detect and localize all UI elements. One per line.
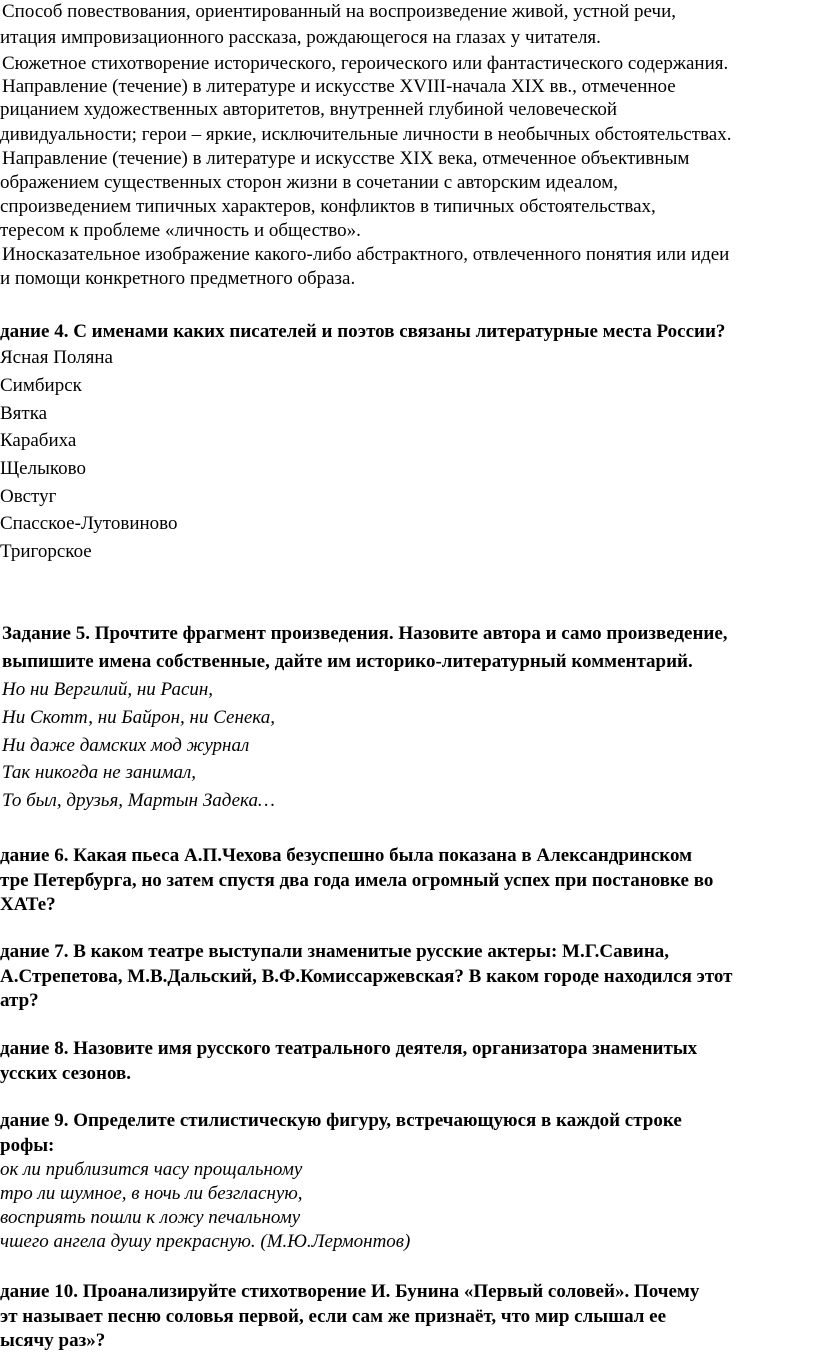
task4-place-3: Вятка: [0, 403, 48, 424]
task4-place-5: Щелыково: [0, 458, 86, 479]
task9-heading-line-2: рофы:: [0, 1135, 55, 1156]
task4-place-6: Овстуг: [0, 486, 57, 507]
task7-line-2: А.Стрепетова, М.В.Дальский, В.Ф.Комиссаржевская? В каком городе находился этот: [0, 966, 733, 987]
task4-place-8: Тригорское: [0, 541, 92, 562]
task4-heading: дание 4. С именами каких писателей и поэтов связаны литературные места России?: [0, 321, 726, 342]
definition-5-line-2: и помощи конкретного предметного образа.: [0, 268, 356, 289]
task4-place-1: Ясная Поляна: [0, 347, 113, 368]
task8-line-2: усских сезонов.: [0, 1063, 132, 1084]
definition-4-line-1: Направление (течение) в литературе и искусстве XIX века, отмеченное объективным: [2, 148, 690, 169]
task9-verse-line-3: восприять пошли к ложу печальному: [0, 1207, 301, 1228]
task5-heading-line-2: выпишите имена собственные, дайте им историко-литературный комментарий.: [2, 651, 693, 672]
task4-place-2: Симбирск: [0, 375, 82, 396]
task8-line-1: дание 8. Назовите имя русского театрального деятеля, организатора знаменитых: [0, 1038, 698, 1059]
definition-2-line-1: Сюжетное стихотворение исторического, героического или фантастического содержания.: [2, 53, 729, 74]
definition-4-line-2: ображением существенных сторон жизни в сочетании с авторским идеалом,: [0, 172, 618, 193]
task5-heading-line-1: Задание 5. Прочтите фрагмент произведения. Назовите автора и само произведение,: [2, 623, 728, 644]
task5-verse-line-3: Ни даже дамских мод журнал: [2, 735, 250, 756]
task7-line-3: атр?: [0, 990, 39, 1011]
definition-4-line-4: тересом к проблеме «личность и общество».: [0, 220, 361, 241]
task10-line-3: ысячу раз»?: [0, 1330, 106, 1351]
task6-line-1: дание 6. Какая пьеса А.П.Чехова безуспешно была показана в Александринском: [0, 845, 693, 866]
definition-1-line-1: Способ повествования, ориентированный на воспроизведение живой, устной речи,: [2, 1, 676, 22]
task9-verse-line-1: ок ли приблизится часу прощальному: [0, 1159, 303, 1180]
task5-verse-line-2: Ни Скотт, ни Байрон, ни Сенека,: [2, 707, 275, 728]
task10-line-1: дание 10. Проанализируйте стихотворение И. Бунина «Первый соловей». Почему: [0, 1281, 700, 1302]
definition-3-line-3: дивидуальности; герои – яркие, исключительные личности в необычных обстоятельствах.: [0, 124, 732, 145]
task7-line-1: дание 7. В каком театре выступали знаменитые русские актеры: М.Г.Савина,: [0, 941, 670, 962]
task5-verse-line-5: То был, друзья, Мартын Задека…: [2, 790, 275, 811]
task10-line-2: эт называет песню соловья первой, если сам же признаёт, что мир слышал ее: [0, 1306, 667, 1327]
definition-5-line-1: Иносказательное изображение какого-либо абстрактного, отвлеченного понятия или идеи: [2, 244, 730, 265]
definition-3-line-1: Направление (течение) в литературе и искусстве XVIII-начала XIX вв., отмеченное: [2, 76, 676, 97]
task4-place-4: Карабиха: [0, 430, 77, 451]
task9-heading-line-1: дание 9. Определите стилистическую фигуру, встречающуюся в каждой строке: [0, 1110, 682, 1131]
task5-verse-line-1: Но ни Вергилий, ни Расин,: [2, 679, 214, 700]
task6-line-2: тре Петербурга, но затем спустя два года имела огромный успех при постановке во: [0, 870, 714, 891]
task4-place-7: Спасское-Лутовиново: [0, 513, 178, 534]
task9-verse-line-4: чшего ангела душу прекрасную. (М.Ю.Лермонтов): [0, 1231, 411, 1252]
definition-1-line-2: итация импровизационного рассказа, рождающегося на глазах у читателя.: [0, 27, 601, 48]
definition-4-line-3: спроизведением типичных характеров, конфликтов в типичных обстоятельствах,: [0, 196, 656, 217]
task9-verse-line-2: тро ли шумное, в ночь ли безгласную,: [0, 1183, 303, 1204]
task5-verse-line-4: Так никогда не занимал,: [2, 762, 196, 783]
task6-line-3: ХАТе?: [0, 894, 56, 915]
definition-3-line-2: рицанием художественных авторитетов, внутренней глубиной человеческой: [0, 99, 618, 120]
